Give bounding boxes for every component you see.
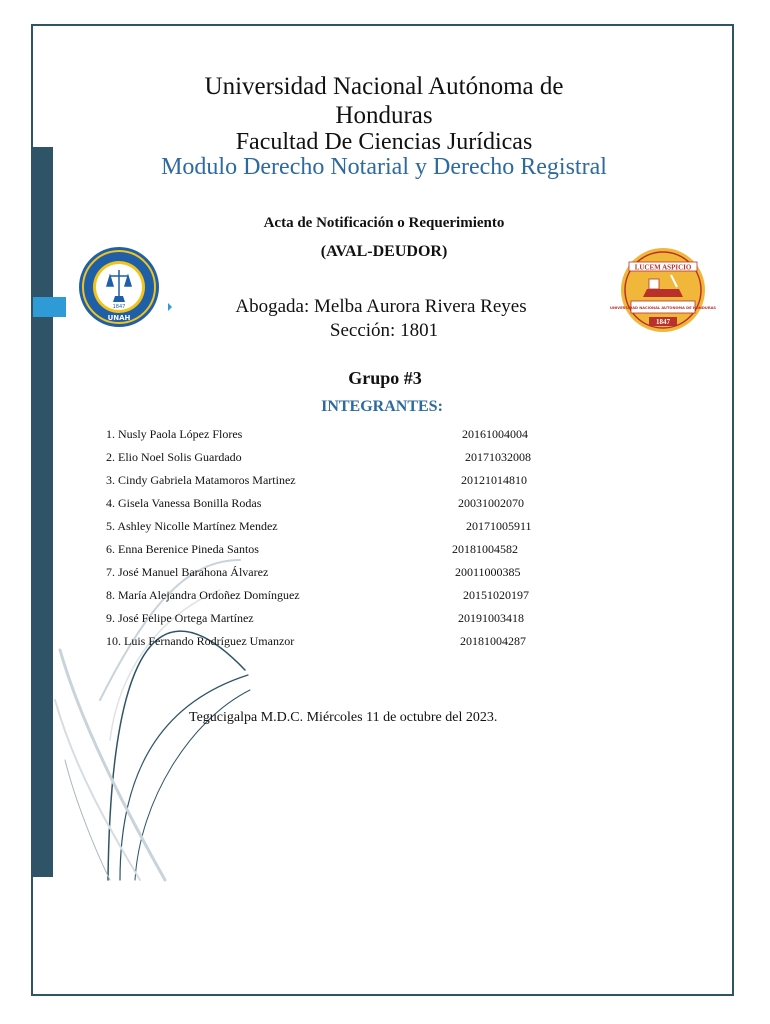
members-heading: INTEGRANTES: xyxy=(321,398,443,415)
member-name: 7. José Manuel Barahona Álvarez xyxy=(106,565,269,579)
faculty-title: Facultad De Ciencias Jurídicas xyxy=(235,129,533,155)
group-title: Grupo #3 xyxy=(348,368,422,388)
section-number: Sección: 1801 xyxy=(329,320,439,341)
member-name: 6. Enna Berenice Pineda Santos xyxy=(106,542,259,556)
members-list xyxy=(106,426,586,656)
member-name: 2. Elio Noel Solis Guardado xyxy=(106,450,242,464)
member-name: 8. María Alejandra Ordoñez Domínguez xyxy=(106,588,300,602)
member-id: 20171032008 xyxy=(465,450,531,464)
university-title: Universidad Nacional Autónoma de Honduras xyxy=(204,73,564,129)
svg-text:1847: 1847 xyxy=(656,318,670,326)
member-name: 9. José Felipe Ortega Martínez xyxy=(106,611,254,625)
document-title: Acta de Notificación o Requerimiento xyxy=(263,215,505,231)
member-id: 20171005911 xyxy=(466,519,532,533)
member-id: 20121014810 xyxy=(461,473,527,487)
member-id: 20181004287 xyxy=(460,634,526,648)
svg-text:1847: 1847 xyxy=(112,304,126,310)
list-item xyxy=(106,472,586,495)
lawyer-name: Abogada: Melba Aurora Rivera Reyes xyxy=(235,296,527,317)
list-item xyxy=(106,610,586,633)
module-title: Modulo Derecho Notarial y Derecho Registral xyxy=(161,154,607,180)
place-date: Tegucigalpa M.D.C. Miércoles 11 de octubre del 2023. xyxy=(189,710,498,725)
member-id: 20031002070 xyxy=(458,496,524,510)
list-item xyxy=(106,541,586,564)
list-item xyxy=(106,564,586,587)
document-subtitle: (AVAL-DEUDOR) xyxy=(320,243,448,260)
list-item xyxy=(106,449,586,472)
list-item xyxy=(106,587,586,610)
member-id: 20191003418 xyxy=(458,611,524,625)
list-item xyxy=(106,426,586,449)
list-item xyxy=(106,495,586,518)
member-id: 20011000385 xyxy=(455,565,521,579)
member-name: 4. Gisela Vanessa Bonilla Rodas xyxy=(106,496,262,510)
svg-text:UNIVERSIDAD NACIONAL AUTONOMA: UNIVERSIDAD NACIONAL AUTONOMA DE HONDURAS xyxy=(610,306,716,310)
svg-text:LUCEM ASPICIO: LUCEM ASPICIO xyxy=(634,263,692,272)
member-id: 20151020197 xyxy=(463,588,529,602)
member-id: 20181004582 xyxy=(452,542,518,556)
member-name: 1. Nusly Paola López Flores xyxy=(106,427,243,441)
member-name: 3. Cindy Gabriela Matamoros Martinez xyxy=(106,473,296,487)
member-id: 20161004004 xyxy=(462,427,528,441)
list-item xyxy=(106,518,586,541)
member-name: 5. Ashley Nicolle Martínez Mendez xyxy=(106,519,278,533)
list-item xyxy=(106,633,586,656)
member-name: 10. Luis Fernando Rodríguez Umanzor xyxy=(106,634,295,648)
svg-text:UNAH: UNAH xyxy=(107,314,131,322)
